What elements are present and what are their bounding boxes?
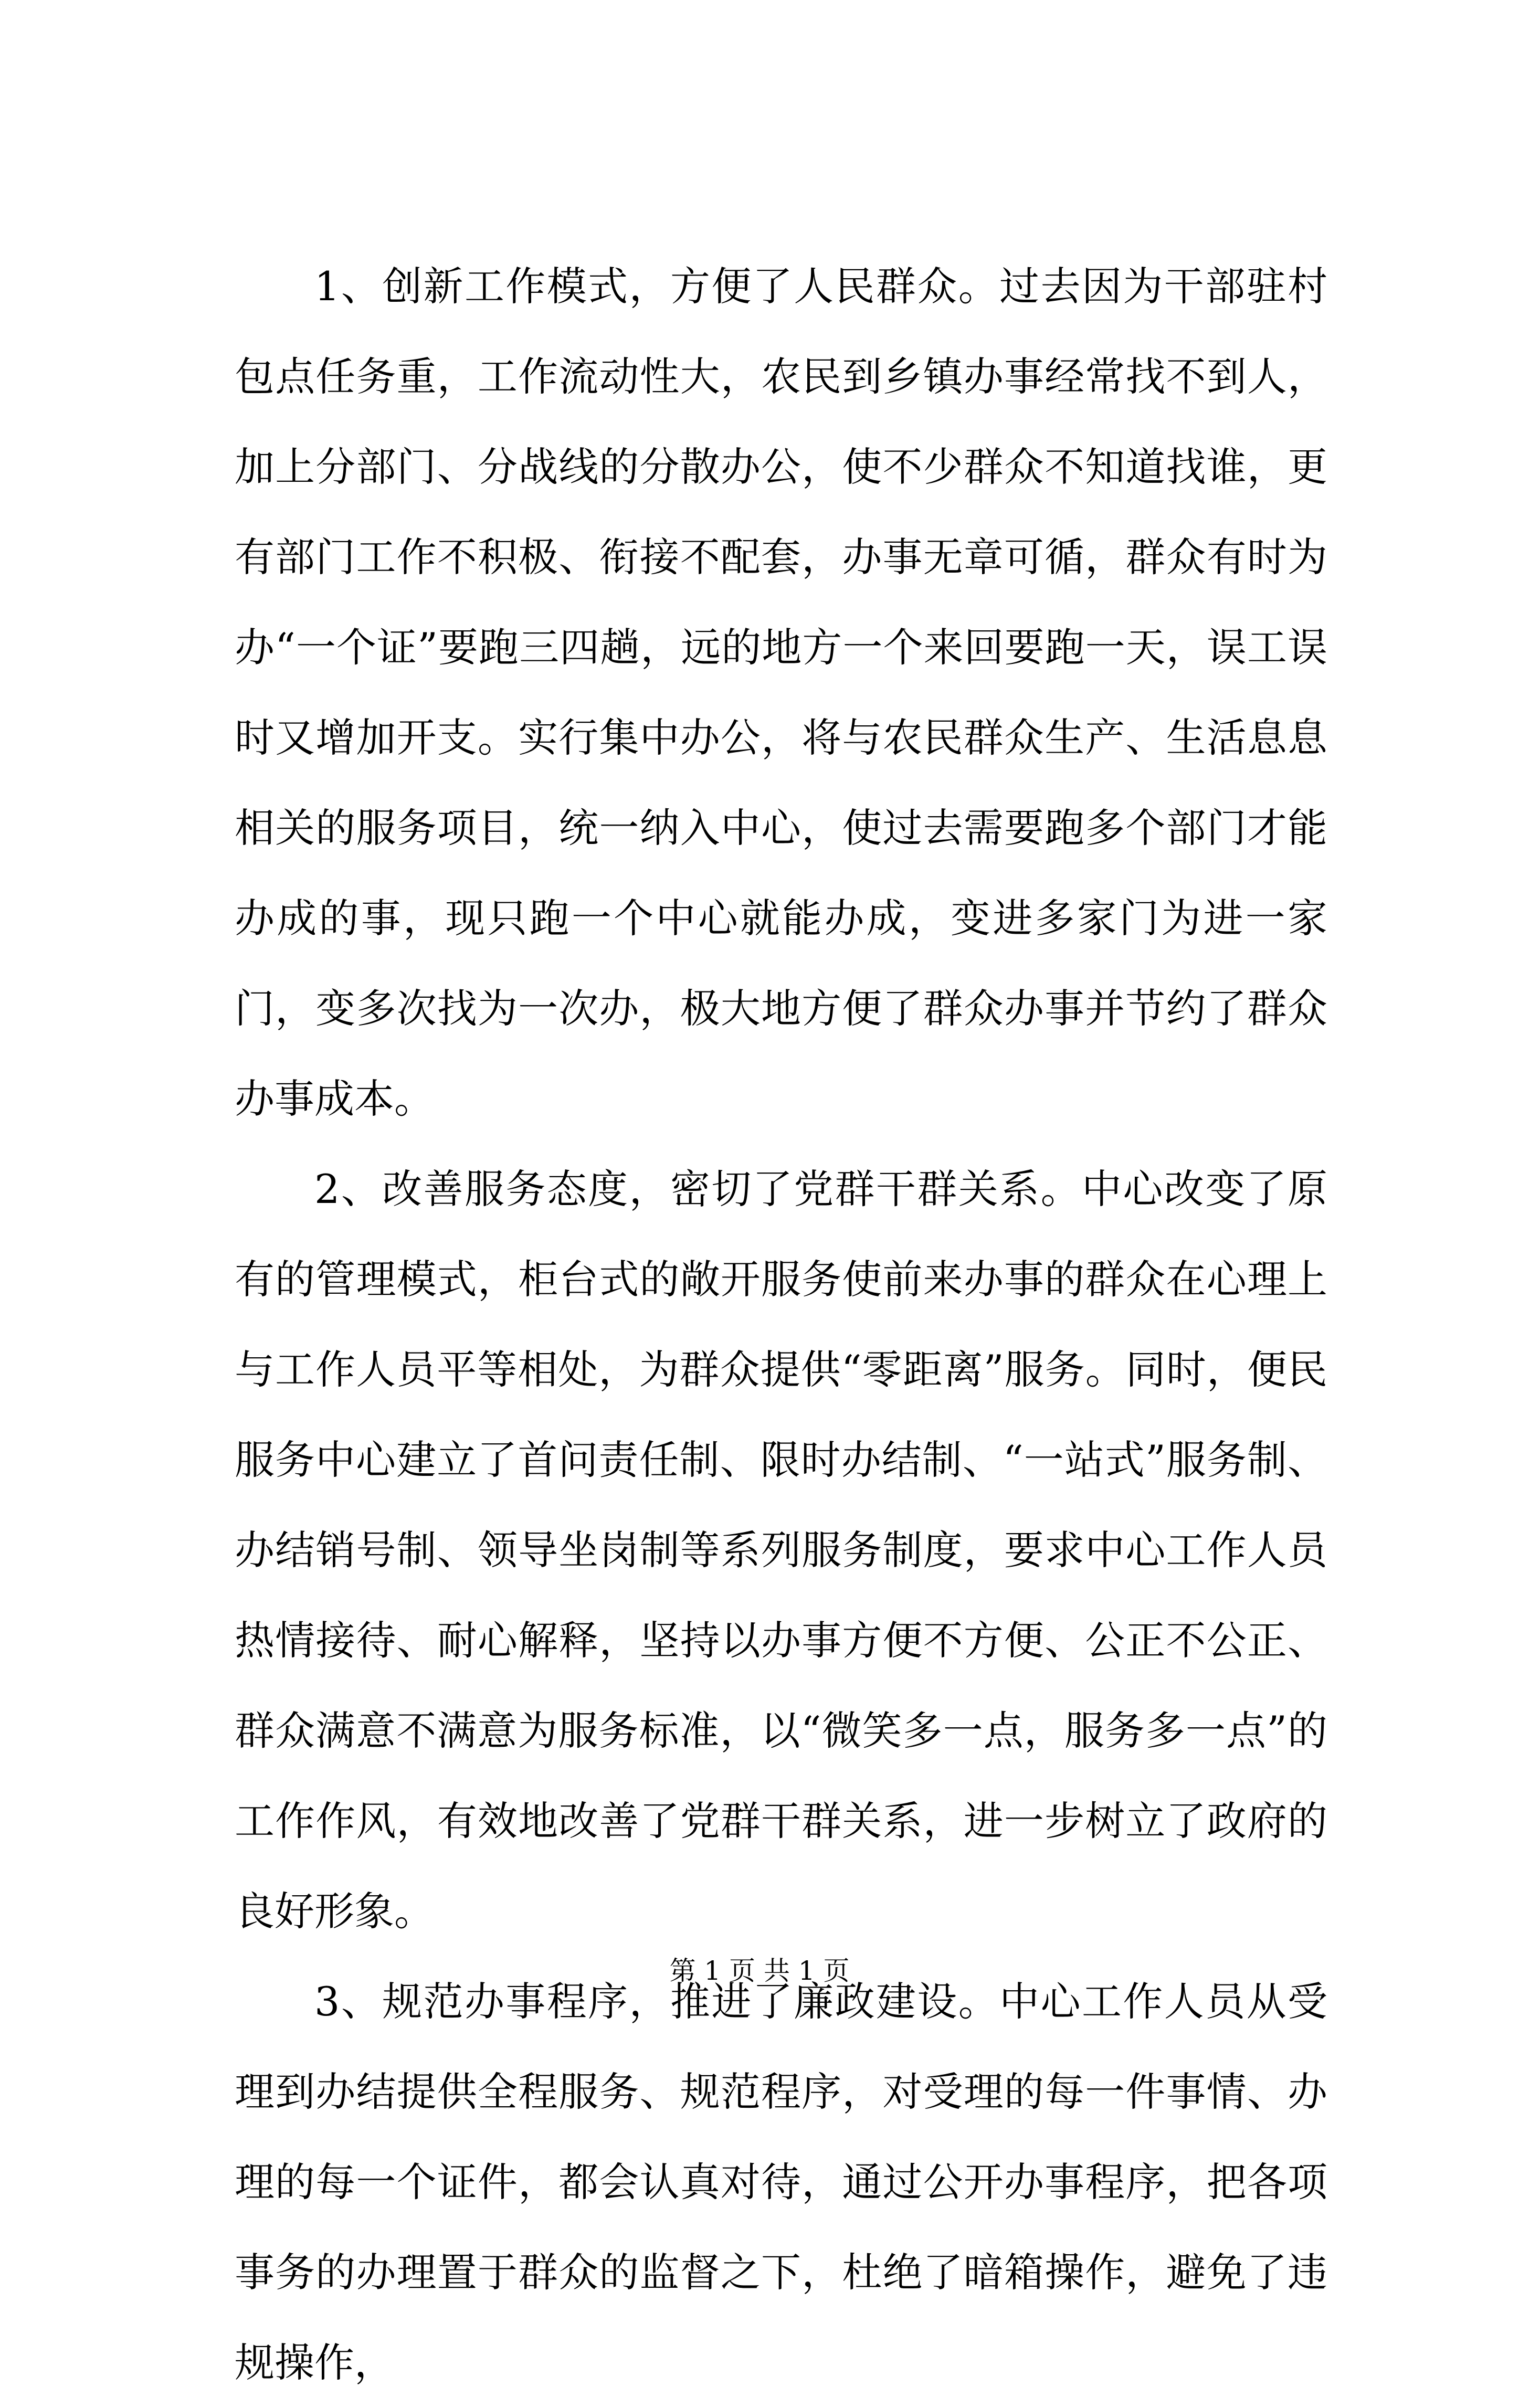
page-footer: 第 1 页 共 1 页: [669, 1956, 850, 1986]
paragraph-3: 3、规范办事程序，推进了廉政建设。中心工作人员从受理到办结提供全程服务、规范程序，对受理的每一件事情、办理的每一个证件，都会认真对待，通过公开办事程序，把各项事务的办理置于群众的监督之下，杜绝了暗箱操作，避免了违规操作，: [235, 1978, 1327, 2386]
document-body: [235, 241, 1327, 2408]
paragraph-1: 1、创新工作模式，方便了人民群众。过去因为干部驻村包点任务重，工作流动性大，农民到乡镇办事经常找不到人，加上分部门、分战线的分散办公，使不少群众不知道找谁，更有部门工作不积极、衔接不配套，办事无章可循，群众有时为办“一个证”要跑三四趟，远的地方一个来回要跑一天，误工误时又增加开支。实行集中办公，将与农民群众生产、生活息息相关的服务项目，统一纳入中心，使过去需要跑多个部门才能办成的事，现只跑一个中心就能办成，变进多家门为进一家门，变多次找为一次办，极大地方便了群众办事并节约了群众办事成本。: [235, 263, 1327, 1122]
paragraph-2: 2、改善服务态度，密切了党群干群关系。中心改变了原有的管理模式，柜台式的敞开服务使前来办事的群众在心理上与工作人员平等相处，为群众提供“零距离”服务。同时，便民服务中心建立了首问责任制、限时办结制、“一站式”服务制、办结销号制、领导坐岗制等系列服务制度，要求中心工作人员热情接待、耐心解释，坚持以办事方便不方便、公正不公正、群众满意不满意为服务标准，以“微笑多一点，服务多一点”的工作作风，有效地改善了党群干群关系，进一步树立了政府的良好形象。: [235, 1166, 1327, 1935]
